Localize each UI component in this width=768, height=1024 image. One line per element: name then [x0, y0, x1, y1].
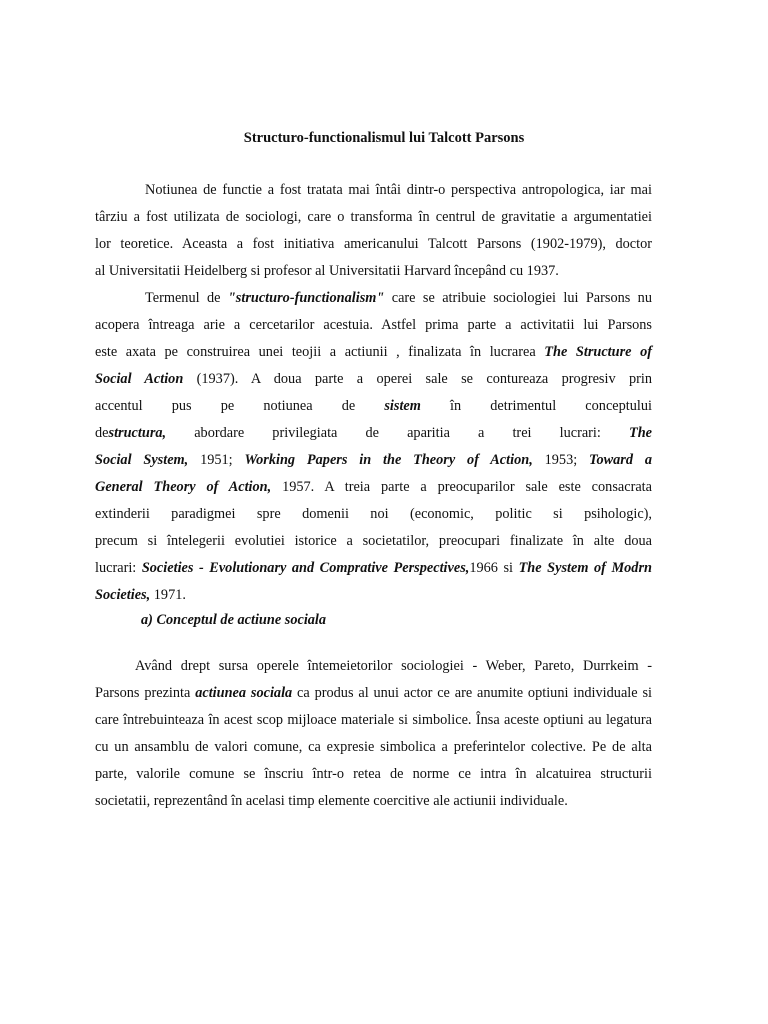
p2-line-5 — [95, 393, 652, 420]
p2-text: care se atribuie sociologiei lui Parsons nu — [384, 290, 652, 306]
p2-line-1 — [95, 285, 652, 312]
p3-line-1: Având drept sursa operele întemeietorilor sociologiei - Weber, Pareto, Durrkeim - — [135, 658, 652, 674]
p3-line-5: parte, valorile comune se înscriu într-o retea de norme ce intra în alcatuirea structurii — [95, 766, 652, 782]
p2-title-social-action: Social Action — [95, 371, 184, 387]
p1-line-3: lor teoretice. Aceasta a fost initiativa americanului Talcott Parsons (1902-1979), doctor — [95, 236, 652, 252]
p2-text: 1951; — [188, 452, 245, 468]
p2-title-general-theory: General Theory of Action, — [95, 479, 272, 495]
p2-line-6 — [95, 420, 652, 447]
p2-text: (1937). A doua parte a operei sale se contureaza progresiv prin — [183, 371, 652, 387]
p2-text: abordare privilegiata de aparitia a trei lucrari: — [166, 425, 629, 441]
p2-title-structure: The Structure of — [544, 344, 652, 360]
p2-text: 1971. — [150, 587, 186, 603]
paragraph-2 — [95, 285, 652, 609]
p2-line-2: acopera întreaga arie a cercetarilor acestuia. Astfel prima parte a activitatii lui Parsons — [95, 317, 652, 333]
p2-text: 1953; — [532, 452, 590, 468]
p3-text: ca produs al unui actor ce are anumite optiuni individuale si — [292, 685, 652, 701]
p2-text: de — [95, 425, 109, 441]
p2-text: accentul pus pe notiunea de — [95, 398, 385, 414]
paragraph-1 — [95, 177, 652, 285]
p2-line-8 — [95, 474, 652, 501]
p2-title-social-system: Social System, — [95, 452, 189, 468]
p2-text: lucrari: — [95, 560, 142, 576]
p2-title-societies: Societies - Evolutionary and Comprative Perspectives, — [141, 560, 470, 576]
p3-text: Parsons prezinta — [95, 685, 196, 701]
p1-line-4: al Universitatii Heidelberg si profesor al Universitatii Harvard începând cu 1937. — [95, 263, 559, 279]
p2-line-7 — [95, 447, 652, 474]
p1-line-2: târziu a fost utilizata de sociologi, care o transforma în centrul de gravitatie a argumentatiei — [95, 209, 652, 225]
p2-line-4 — [95, 366, 652, 393]
p2-title-the: The — [628, 425, 652, 441]
p3-line-6: societatii, reprezentând în acelasi timp elemente coercitive ale actiunii individuale. — [95, 793, 568, 809]
p2-line-11 — [95, 555, 652, 582]
p2-title-system-modrn: The System of Modrn — [518, 560, 652, 576]
p1-line-1: Notiunea de functie a fost tratata mai întâi dintr-o perspectiva antropologica, iar mai — [145, 182, 652, 198]
p2-text: 1957. A treia parte a preocuparilor sale este consacrata — [271, 479, 653, 495]
document-title: Structuro-functionalismul lui Talcott Parsons — [243, 130, 525, 146]
p2-title-working-papers: Working Papers in the Theory of Action, — [244, 452, 533, 468]
p2-title-societies-2: Societies, — [95, 587, 151, 603]
p2-text: Termenul de — [145, 290, 228, 306]
p2-term-structuro: "structuro-functionalism" — [227, 290, 385, 306]
p2-line-10: precum si întelegerii evolutiei istorice a societatilor, preocupari finalizate în alte doua — [95, 533, 652, 549]
section-heading: a) Conceptul de actiune sociala — [141, 612, 327, 628]
p3-line-2 — [95, 680, 652, 707]
p2-text: 1966 si — [469, 560, 519, 576]
paragraph-3 — [95, 653, 652, 815]
p2-text: este axata pe construirea unei teojii a actiunii , finalizata în lucrarea — [95, 344, 545, 360]
p2-term-structura: structura, — [108, 425, 167, 441]
p2-text: în detrimentul conceptului — [420, 398, 652, 414]
p2-term-sistem: sistem — [384, 398, 421, 414]
p3-line-4: cu un ansamblu de valori comune, ca expresie simbolica a preferintelor colective. Pe de alta — [95, 739, 652, 755]
p2-title-toward: Toward a — [589, 452, 652, 468]
p3-line-3: care întrebuinteaza în acest scop mijloace materiale si simbolice. Însa aceste optiuni au legatura — [95, 712, 652, 728]
p3-term-actiunea: actiunea sociala — [195, 685, 293, 701]
p2-line-12 — [95, 582, 652, 609]
p2-line-3 — [95, 339, 652, 366]
p2-line-9: extinderii paradigmei spre domenii noi (economic, politic si psihologic), — [95, 506, 652, 522]
